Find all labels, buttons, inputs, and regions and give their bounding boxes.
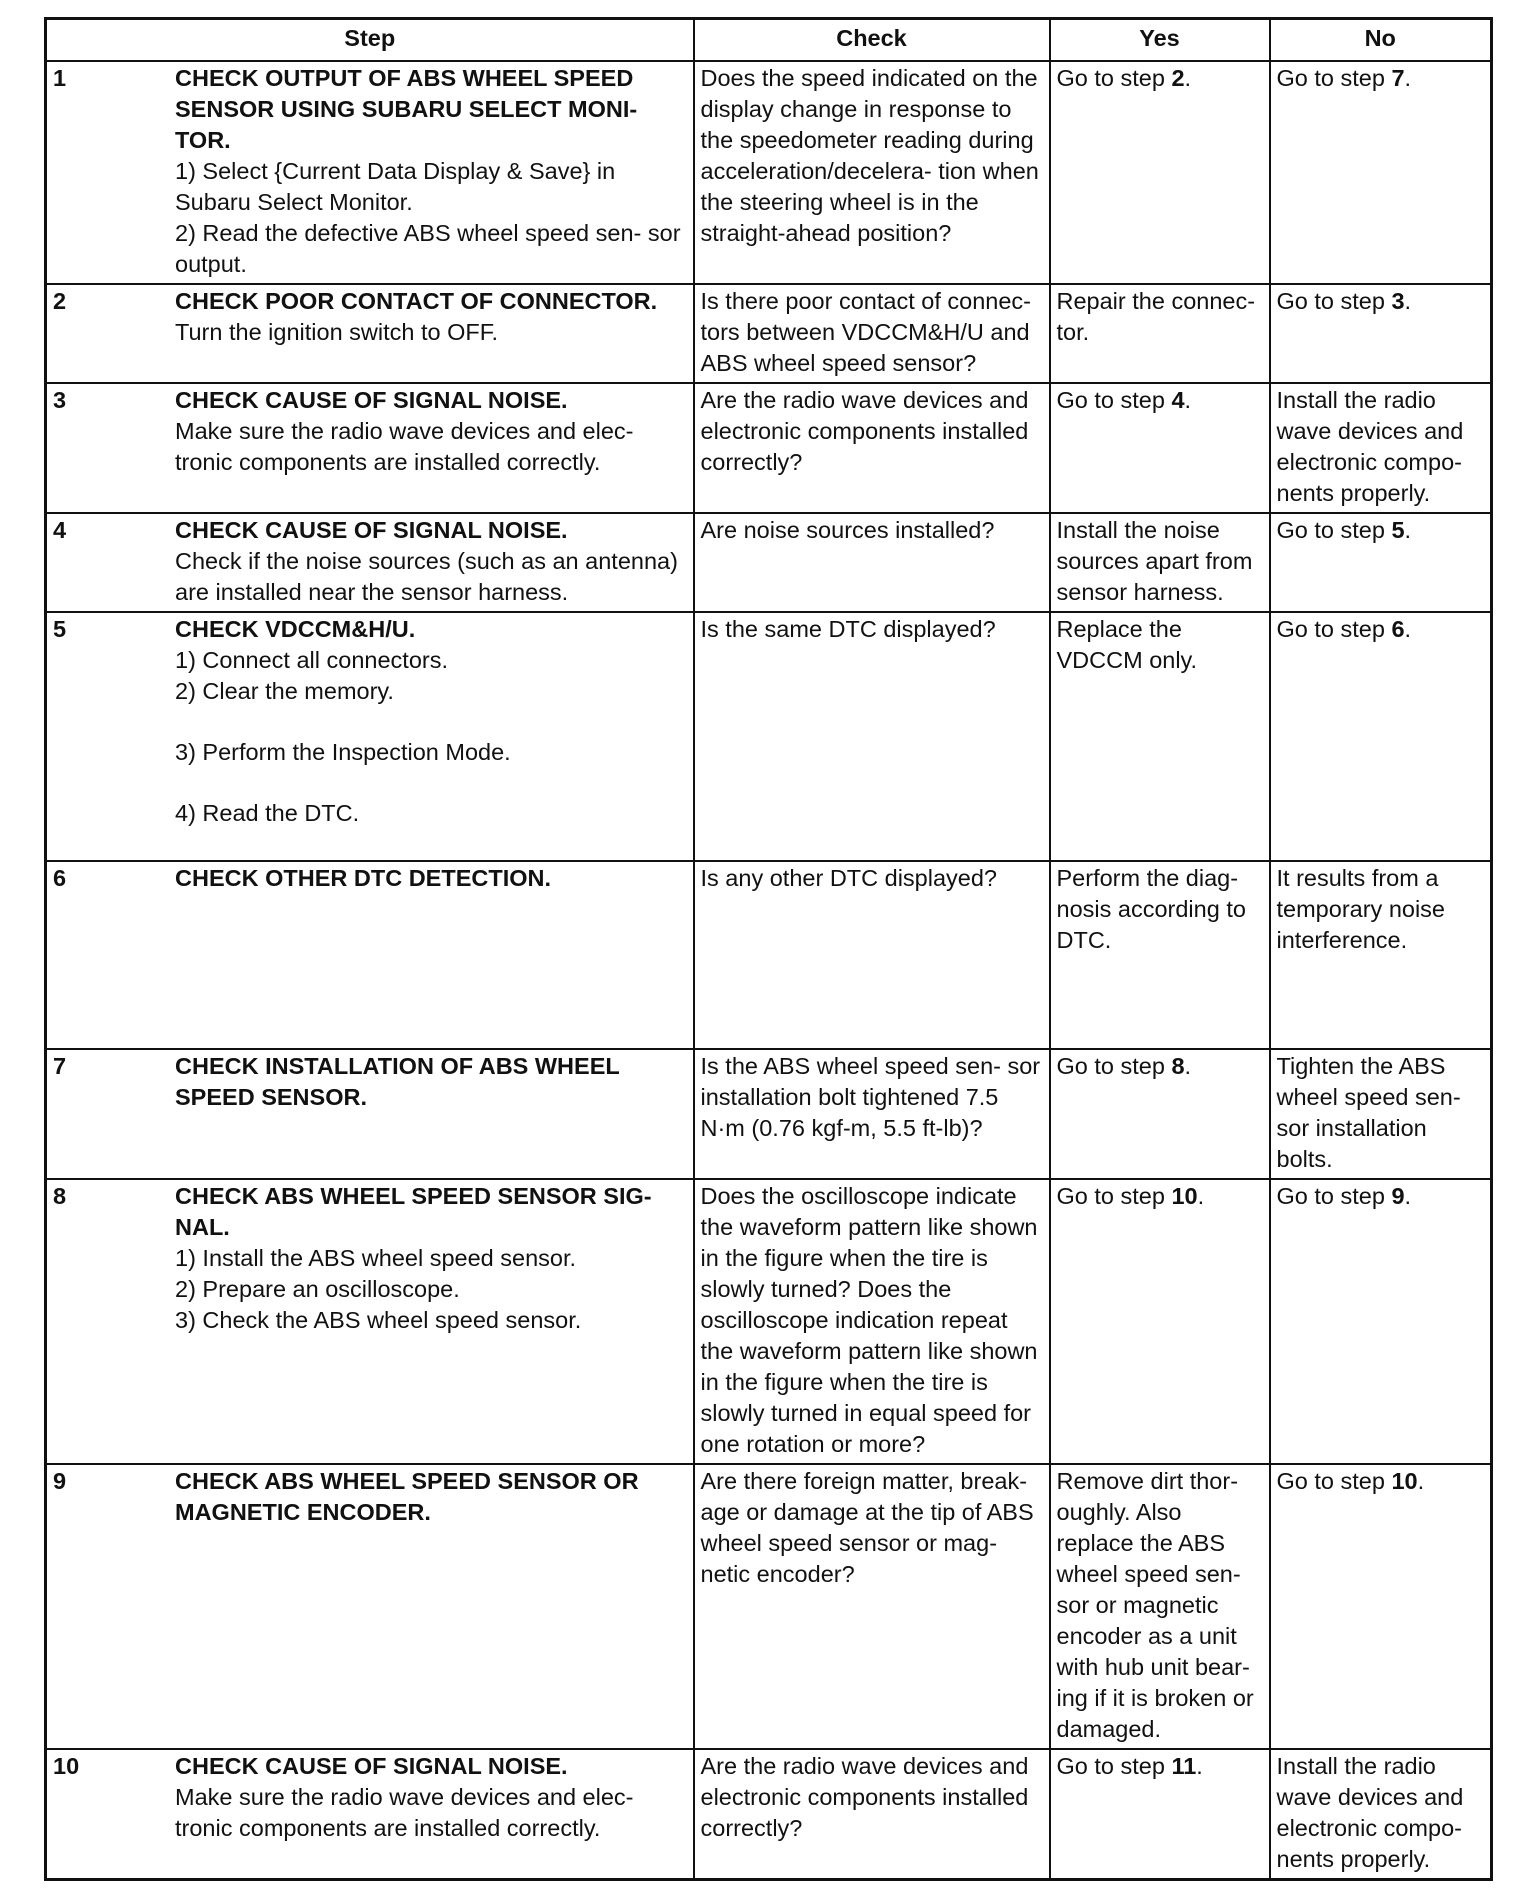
no-cell (1270, 383, 1492, 513)
step-instruction: Check if the noise sources (such as an antenna) are installed near the sensor harness. (175, 548, 678, 605)
no-cell (1270, 513, 1492, 612)
step-body (175, 63, 688, 280)
step-body (175, 1751, 688, 1844)
no-text: Go to step (1276, 1468, 1392, 1494)
check-cell: Are the radio wave devices and electronic components installed correctly? (694, 383, 1050, 513)
no-tail: . (1404, 616, 1412, 642)
yes-tail: . (1184, 65, 1192, 91)
step-reference: 9 (1391, 1183, 1405, 1209)
step-substep: 1) Connect all connectors. (175, 647, 449, 673)
check-cell: Does the speed indicated on the display change in response to the speedometer reading during acceleration/decelera- tion when the steering wheel is in the straight-ahead position? (694, 61, 1050, 284)
step-body (175, 863, 688, 894)
step-cell (46, 1749, 694, 1880)
check-cell: Is the same DTC displayed? (694, 612, 1050, 861)
header-yes: Yes (1050, 19, 1270, 62)
step-number: 4 (53, 517, 67, 543)
step-body (175, 515, 688, 608)
no-text: Go to step (1276, 1183, 1392, 1209)
table-row (46, 1049, 1492, 1179)
step-reference: 5 (1391, 517, 1405, 543)
no-cell (1270, 1464, 1492, 1749)
step-number: 5 (53, 616, 67, 642)
step-title: CHECK OUTPUT OF ABS WHEEL SPEED SENSOR USING SUBARU SELECT MONI- TOR. (175, 65, 638, 153)
step-reference: 3 (1391, 288, 1405, 314)
yes-tail: . (1197, 1183, 1205, 1209)
yes-cell (1050, 61, 1270, 284)
step-number: 1 (53, 65, 67, 91)
step-instruction: Turn the ignition switch to OFF. (175, 319, 499, 345)
no-cell (1270, 284, 1492, 383)
no-text: It results from a temporary noise interference. (1276, 865, 1445, 953)
step-substep: 1) Select {Current Data Display & Save} in Subaru Select Monitor. (175, 158, 616, 215)
yes-cell (1050, 1749, 1270, 1880)
yes-cell (1050, 513, 1270, 612)
step-number: 7 (53, 1053, 67, 1079)
no-cell (1270, 61, 1492, 284)
yes-text: Repair the connec- tor. (1056, 288, 1256, 345)
table-row (46, 1749, 1492, 1880)
step-cell (46, 1049, 694, 1179)
step-cell (46, 513, 694, 612)
yes-cell (1050, 1049, 1270, 1179)
step-body (175, 286, 688, 348)
yes-text: Go to step (1056, 1053, 1172, 1079)
yes-tail: . (1196, 1753, 1203, 1779)
step-title: CHECK CAUSE OF SIGNAL NOISE. (175, 387, 568, 413)
step-substep: 1) Install the ABS wheel speed sensor. (175, 1245, 577, 1271)
table-row (46, 284, 1492, 383)
no-tail: . (1404, 65, 1412, 91)
no-tail: . (1404, 1183, 1412, 1209)
no-cell (1270, 612, 1492, 861)
table-row (46, 1464, 1492, 1749)
yes-cell (1050, 1464, 1270, 1749)
step-substep: 3) Perform the Inspection Mode. (175, 739, 511, 765)
table-row (46, 61, 1492, 284)
step-body (175, 1466, 688, 1528)
no-tail: . (1404, 288, 1412, 314)
yes-text: Install the noise sources apart from sensor harness. (1056, 517, 1253, 605)
step-substep: 4) Read the DTC. (175, 800, 360, 826)
step-cell (46, 612, 694, 861)
step-reference: 11 (1171, 1753, 1197, 1779)
check-cell: Are noise sources installed? (694, 513, 1050, 612)
step-title: CHECK CAUSE OF SIGNAL NOISE. (175, 517, 568, 543)
yes-text: Remove dirt thor- oughly. Also replace the ABS wheel speed sen- sor or magnetic encoder as a unit with hub unit bear- ing if it is broken or damaged. (1056, 1468, 1254, 1742)
step-title: CHECK POOR CONTACT OF CONNECTOR. (175, 288, 658, 314)
step-instruction: Make sure the radio wave devices and elec- tronic components are installed correctly. (175, 1784, 634, 1841)
no-text: Go to step (1276, 517, 1392, 543)
no-tail: . (1404, 517, 1412, 543)
step-substep: 2) Prepare an oscilloscope. (175, 1276, 460, 1302)
step-number: 9 (53, 1468, 67, 1494)
check-cell: Are the radio wave devices and electronic components installed correctly? (694, 1749, 1050, 1880)
step-substep: 2) Clear the memory. (175, 678, 394, 704)
yes-text: Go to step (1056, 65, 1172, 91)
step-reference: 10 (1391, 1468, 1418, 1494)
step-cell (46, 61, 694, 284)
table-row (46, 1179, 1492, 1464)
step-cell (46, 1179, 694, 1464)
table-row (46, 383, 1492, 513)
table-row (46, 612, 1492, 861)
step-number: 10 (53, 1753, 80, 1779)
step-body (175, 1181, 688, 1336)
no-text: Go to step (1276, 616, 1392, 642)
check-cell: Is there poor contact of connec- tors between VDCCM&H/U and ABS wheel speed sensor? (694, 284, 1050, 383)
step-reference: 2 (1171, 65, 1185, 91)
no-cell (1270, 1049, 1492, 1179)
no-text: Go to step (1276, 288, 1392, 314)
yes-cell (1050, 383, 1270, 513)
step-substep: 3) Check the ABS wheel speed sensor. (175, 1307, 582, 1333)
yes-text: Replace the VDCCM only. (1056, 616, 1198, 673)
yes-cell (1050, 861, 1270, 1049)
step-reference: 6 (1391, 616, 1405, 642)
yes-tail: . (1184, 1053, 1192, 1079)
no-text: Install the radio wave devices and electronic compo- nents properly. (1276, 387, 1464, 506)
no-cell (1270, 861, 1492, 1049)
step-reference: 10 (1171, 1183, 1198, 1209)
step-number: 6 (53, 865, 67, 891)
diagnostic-procedure-table (44, 17, 1493, 1881)
step-cell (46, 383, 694, 513)
step-number: 2 (53, 288, 67, 314)
step-title: CHECK ABS WHEEL SPEED SENSOR OR MAGNETIC ENCODER. (175, 1468, 639, 1525)
yes-text: Go to step (1056, 387, 1172, 413)
no-cell (1270, 1749, 1492, 1880)
step-cell (46, 284, 694, 383)
no-cell (1270, 1179, 1492, 1464)
no-tail: . (1417, 1468, 1425, 1494)
table-row (46, 513, 1492, 612)
table-header-row (46, 19, 1492, 62)
step-body (175, 614, 688, 829)
step-title: CHECK ABS WHEEL SPEED SENSOR SIG- NAL. (175, 1183, 652, 1240)
check-cell: Does the oscilloscope indicate the waveform pattern like shown in the figure when the tire is slowly turned? Does the oscilloscope indication repeat the waveform pattern like shown in the figure when the tire is slowly turned in equal speed for one rotation or more? (694, 1179, 1050, 1464)
yes-text: Perform the diag- nosis according to DTC. (1056, 865, 1246, 953)
step-title: CHECK OTHER DTC DETECTION. (175, 865, 551, 891)
no-text: Install the radio wave devices and electronic compo- nents properly. (1276, 1753, 1464, 1872)
yes-tail: . (1184, 387, 1192, 413)
step-title: CHECK CAUSE OF SIGNAL NOISE. (175, 1753, 568, 1779)
step-reference: 7 (1391, 65, 1405, 91)
step-number: 8 (53, 1183, 67, 1209)
step-reference: 8 (1171, 1053, 1185, 1079)
step-body (175, 385, 688, 478)
yes-cell (1050, 284, 1270, 383)
header-step: Step (46, 19, 694, 62)
yes-cell (1050, 1179, 1270, 1464)
step-body (175, 1051, 688, 1113)
step-cell (46, 1464, 694, 1749)
step-substep: 2) Read the defective ABS wheel speed sen- sor output. (175, 220, 681, 277)
step-title: CHECK VDCCM&H/U. (175, 616, 416, 642)
check-cell: Is the ABS wheel speed sen- sor installation bolt tightened 7.5 N·m (0.76 kgf-m, 5.5 ft-lb)? (694, 1049, 1050, 1179)
step-title: CHECK INSTALLATION OF ABS WHEEL SPEED SENSOR. (175, 1053, 620, 1110)
no-text: Go to step (1276, 65, 1392, 91)
yes-text: Go to step (1056, 1753, 1172, 1779)
step-reference: 4 (1171, 387, 1185, 413)
check-cell: Are there foreign matter, break- age or damage at the tip of ABS wheel speed sensor or mag- netic encoder? (694, 1464, 1050, 1749)
table-row (46, 861, 1492, 1049)
step-cell (46, 861, 694, 1049)
step-instruction: Make sure the radio wave devices and elec- tronic components are installed correctly. (175, 418, 634, 475)
check-cell: Is any other DTC displayed? (694, 861, 1050, 1049)
step-number: 3 (53, 387, 67, 413)
yes-cell (1050, 612, 1270, 861)
no-text: Tighten the ABS wheel speed sen- sor installation bolts. (1276, 1053, 1461, 1172)
yes-text: Go to step (1056, 1183, 1172, 1209)
header-check: Check (694, 19, 1050, 62)
header-no: No (1270, 19, 1492, 62)
